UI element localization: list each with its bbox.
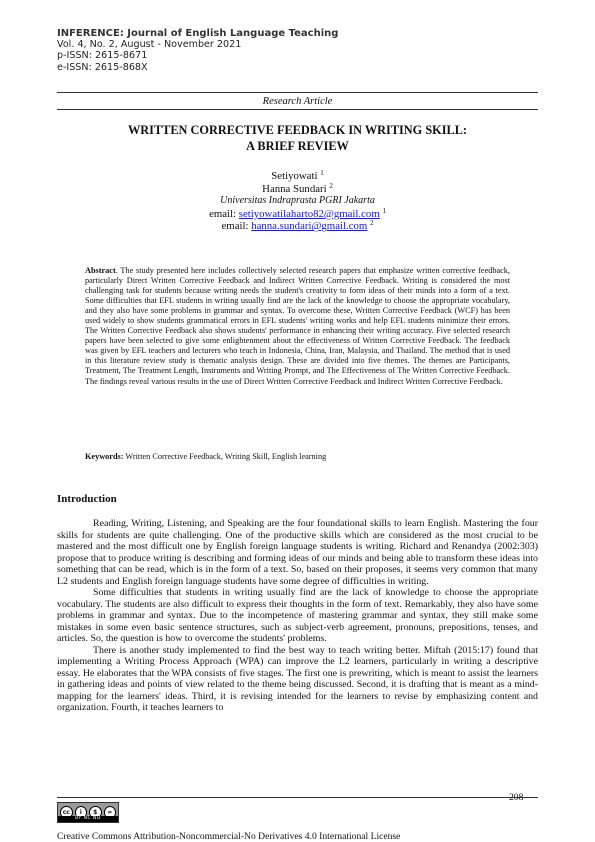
keywords-label: Keywords: [85, 452, 124, 461]
email-2: email: hanna.sundari@gmail.com $^2$ [221, 219, 374, 233]
journal-volume: Vol. 4, No. 2, August - November 2021 [57, 39, 242, 51]
journal-pissn: p-ISSN: 2615-8671 [57, 50, 148, 62]
email-link-2[interactable]: hanna.sundari@gmail.com [251, 220, 368, 233]
keywords [85, 452, 510, 461]
author-1: Setiyowati $^1$ [271, 169, 324, 182]
author-2: Hanna Sundari $^2$ [262, 181, 333, 195]
journal-header [57, 28, 537, 73]
title-line-2: A BRIEF REVIEW [246, 138, 349, 153]
article-type: Research Article [262, 96, 333, 107]
keywords-text: Written Corrective Feedback, Writing Skill, English learning [123, 452, 327, 461]
abstract [85, 266, 510, 387]
footer-rule [57, 797, 538, 798]
affiliation: Universitas Indraprasta PGRI Jakarta [220, 195, 375, 207]
paper-title [57, 123, 538, 154]
author-block [57, 170, 538, 233]
page-number: 208 [509, 792, 524, 803]
paragraph-3: There is another study implemented to find the best way to teach writing better. Miftah (2015:17) found that implementing a Writing Process Approach (WPA) can improve the L2 learners, particularly in writing a descriptive essay. He elaborates that the WPA consists of five stages. The first one is prewriting, which is meant to assist the learners in gathering ideas and points of view related to the theme being discussed. Second, it is drafting that is meant as a mind-mapping for the learners' ideas. Third, it is revising intended for the learners to revise by emphasizing content and organization. Fourth, it teaches learners to [57, 644, 538, 713]
email-link-1[interactable]: setiyowatilaharto82@gmail.com [238, 207, 380, 220]
section-heading-introduction: Introduction [57, 493, 117, 505]
cc-badge-label: BY NC ND [58, 816, 118, 822]
nc-icon: $ [89, 806, 102, 819]
header-rule-top [57, 92, 538, 93]
abstract-label: Abstract [85, 266, 116, 275]
license-text: Creative Commons Attribution-Noncommercial-No Derivatives 4.0 International License [57, 831, 401, 842]
title-line-1: WRITTEN CORRECTIVE FEEDBACK IN WRITING SKILL: [127, 123, 468, 137]
paragraph-1: Reading, Writing, Listening, and Speaking are the four foundational skills to learn English. Mastering the four skills for students are quite challenging. One of the productive skills which are considered as the most crucial to be mastered and the most difficult one by English foreign language students is writing. Richard and Renandya (2002:303) propose that to produce writing is describing and forming ideas of our minds and being able to transform these ideas into something that can be read, which is in the form of a text. So, based on their proposes, it seems very common that many L2 students and English foreign language students have some degree of difficulties in writing. [57, 518, 538, 587]
cc-icon: cc [60, 806, 73, 819]
introduction-body [57, 518, 538, 714]
email-1: email: setiyowatilaharto82@gmail.com $^1$ [209, 206, 386, 220]
paragraph-2: Some difficulties that students in writing usually find are the lack of knowledge to choose the appropriate vocabulary. The students are also difficult to express their thoughts in the form of text. Remarkably, they also have some problems in grammar and syntax. Due to the incompetence of mastering grammar and syntax, they still make some mistakes in some even basic sentence structures, such as subject-verb agreement, pronouns, prepositions, tenses, and articles. So, the question is how to overcome the students' problems. [57, 587, 538, 644]
by-icon: i [75, 806, 88, 819]
journal-eissn: e-ISSN: 2615-868X [57, 61, 148, 73]
nd-icon: = [104, 806, 117, 819]
cc-license-badge[interactable] [57, 802, 119, 823]
abstract-text: . The study presented here includes collectively selected research papers that emphasize written corrective feedback, particularly Direct Written Corrective Feedback and Indirect Written Corrective Feedback. Writing is considered the most challenging task for students because writing needs the student's creativity to form ideas of their minds into a form of a text. Some difficulties that EFL students in writing usually find are the lack of the knowledge to choose the appropriate vocabulary, and they also have some problems in grammar and syntax. To overcome these, Written Corrective Feedback (WCF) has been used widely to show students grammatical errors in EFL students' writing works and help EFL students minimize their errors. The Written Corrective Feedback also shows students' performance in enhancing their writing accuracy. Five selected research papers have been selected to give some enlightenment about the effectiveness of Written Corrective Feedback. The feedback was given by EFL teachers and lecturers who teach in Indonesia, China, Iran, Malaysia, and Thailand. The method that is used in this literature review study is thematic analysis design. These are divided into five themes. The themes are Participants, Treatment, The Treatment Length, Instruments and Writing Prompt, and The Effectiveness of The Written Corrective Feedback. The findings reveal various results in the use of Direct Written Corrective Feedback and Indirect Written Corrective Feedback. [85, 266, 510, 386]
header-rule-bottom [57, 109, 538, 110]
journal-title: INFERENCE: Journal of English Language Teaching [57, 28, 339, 39]
